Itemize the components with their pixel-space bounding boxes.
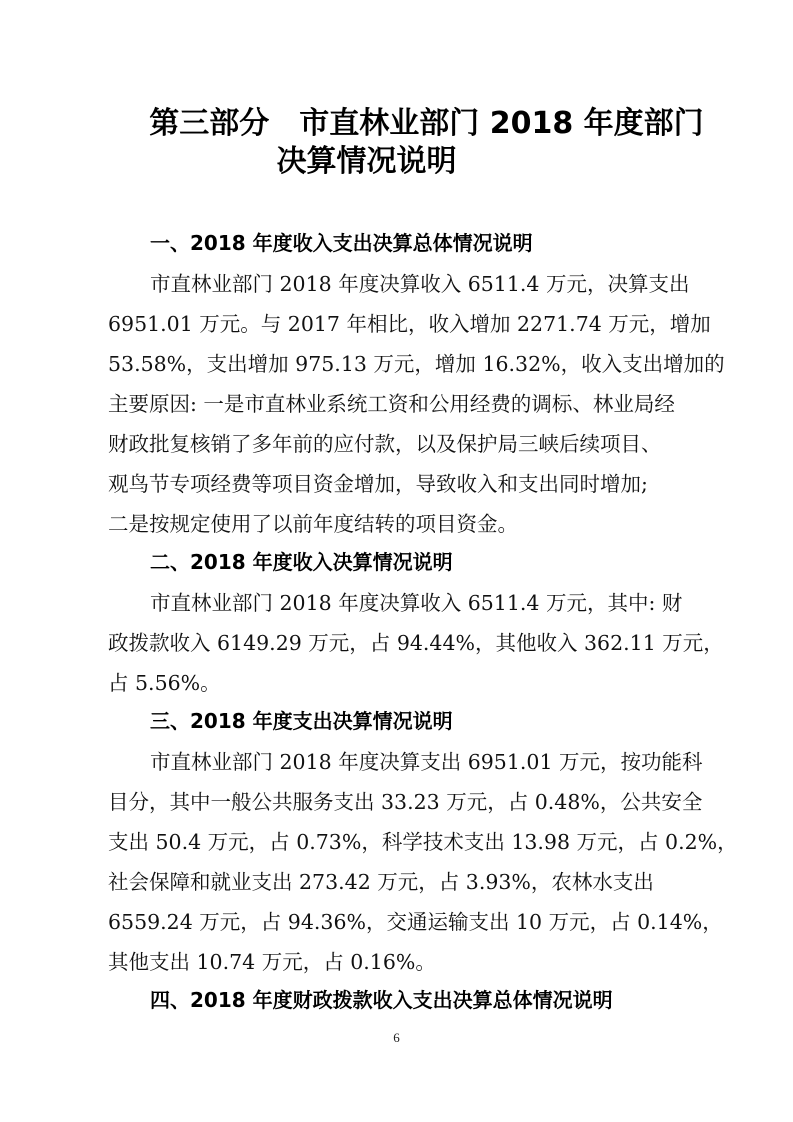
text-line: 53.58%，支出增加 975.13 万元，增加 16.32%，收入支出增加的 xyxy=(108,352,725,376)
text-line: 二是按规定使用了以前年度结转的项目资金。 xyxy=(108,512,518,536)
text-line: 市直林业部门 2018 年度决算支出 6951.01 万元，按功能科 xyxy=(150,750,703,774)
text-line: 目分，其中一般公共服务支出 33.23 万元，占 0.48%，公共安全 xyxy=(108,790,703,814)
text-line: 主要原因: 一是市直林业系统工资和公用经费的调标、林业局经 xyxy=(108,392,675,416)
text-line: 社会保障和就业支出 273.42 万元，占 3.93%，农林水支出 xyxy=(108,870,654,894)
text-line: 6559.24 万元，占 94.36%，交通运输支出 10 万元，占 0.14%， xyxy=(108,910,723,934)
text-line: 占 5.56%。 xyxy=(108,671,221,695)
section-heading-1: 一、2018 年度收入支出决算总体情况说明 xyxy=(150,231,533,255)
page-title-line-2: 决算情况说明 xyxy=(276,144,457,179)
text-line: 支出 50.4 万元，占 0.73%，科学技术支出 13.98 万元，占 0.2%， xyxy=(108,830,738,854)
page-title-line-1: 第三部分 市直林业部门 2018 年度部门 xyxy=(149,106,704,141)
page-number: 6 xyxy=(393,1030,400,1045)
section-heading-4: 四、2018 年度财政拨款收入支出决算总体情况说明 xyxy=(150,988,613,1012)
text-line: 其他支出 10.74 万元，占 0.16%。 xyxy=(108,950,436,974)
text-line: 观鸟节专项经费等项目资金增加，导致收入和支出同时增加; xyxy=(108,472,648,496)
section-heading-2: 二、2018 年度收入决算情况说明 xyxy=(150,550,453,574)
text-line: 市直林业部门 2018 年度决算收入 6511.4 万元，其中: 财 xyxy=(150,591,683,615)
text-line: 市直林业部门 2018 年度决算收入 6511.4 万元，决算支出 xyxy=(150,272,690,296)
text-line: 政拨款收入 6149.29 万元，占 94.44%，其他收入 362.11 万元， xyxy=(108,631,724,655)
section-body-2 xyxy=(108,583,724,703)
section-body-1 xyxy=(108,264,725,544)
section-heading-3: 三、2018 年度支出决算情况说明 xyxy=(150,709,453,733)
section-body-3 xyxy=(108,742,738,982)
text-line: 财政批复核销了多年前的应付款，以及保护局三峡后续项目、 xyxy=(108,432,662,456)
text-line: 6951.01 万元。与 2017 年相比，收入增加 2271.74 万元，增加 xyxy=(108,312,711,336)
